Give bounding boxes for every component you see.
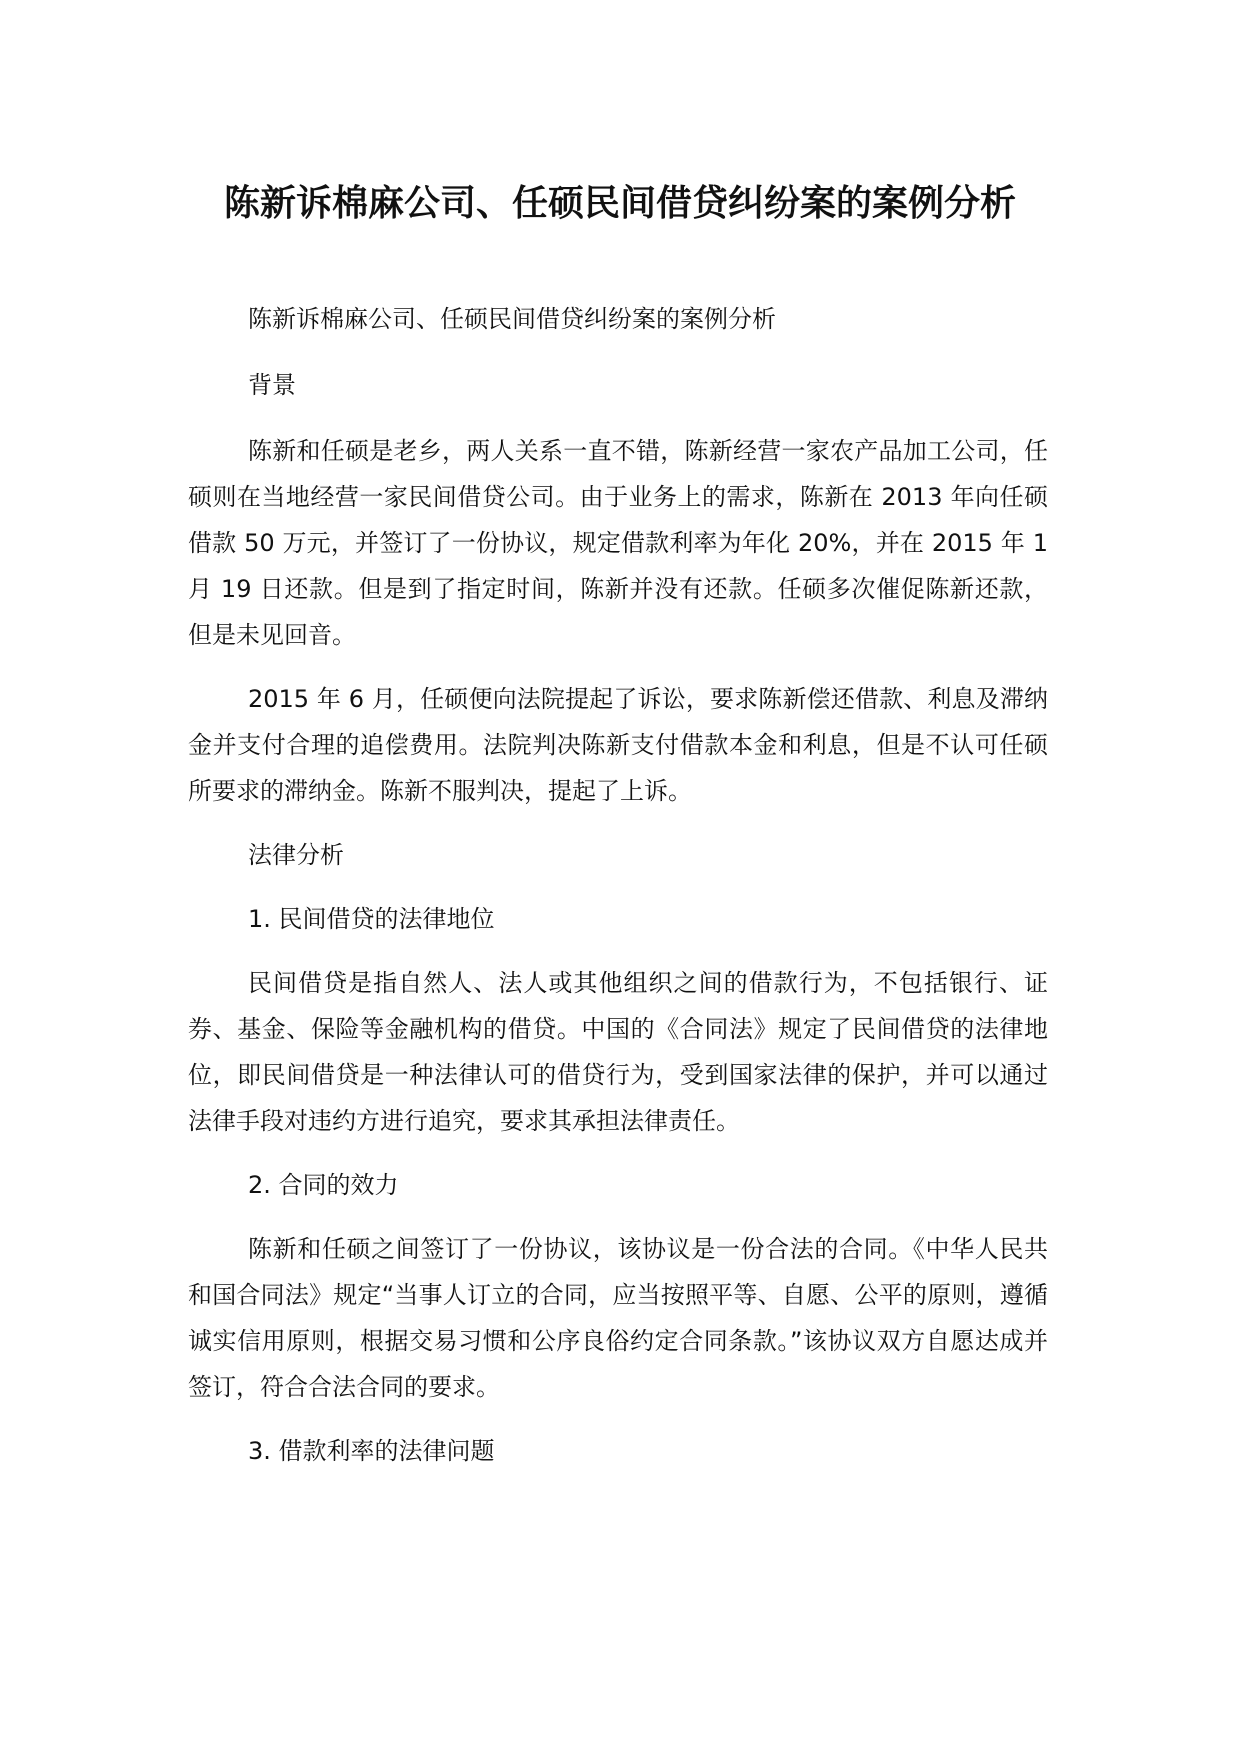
subheading-2: 2. 合同的效力 — [248, 1171, 399, 1199]
background-paragraph-1: 陈新和任硕是老乡，两人关系一直不错，陈新经营一家农产品加工公司，任硕则在当地经营一家民间借贷公司。由于业务上的需求，陈新在 2013 年向任硕借款 50 万元，并签订了一份协议，规定借款利率为年化 20%，并在 2015 年 1 月 19 日还款。但是到了指定时间，陈新并没有还款。任硕多次催促陈新还款，但是未见回音。 — [188, 437, 1048, 649]
subheading-3: 3. 借款利率的法律问题 — [248, 1437, 495, 1465]
analysis-paragraph-2: 陈新和任硕之间签订了一份协议，该协议是一份合法的合同。《中华人民共和国合同法》规定“当事人订立的合同，应当按照平等、自愿、公平的原则，遵循诚实信用原则，根据交易习惯和公序良俗约定合同条款。”该协议双方自愿达成并签订，符合合法合同的要求。 — [188, 1235, 1048, 1401]
document-body — [188, 296, 1048, 1474]
document-title: 陈新诉棉麻公司、任硕民间借贷纠纷案的案例分析 — [223, 183, 1016, 224]
subheading-1: 1. 民间借贷的法律地位 — [248, 905, 495, 933]
background-paragraph-2: 2015 年 6 月，任硕便向法院提起了诉讼，要求陈新偿还借款、利息及滞纳金并支付合理的追偿费用。法院判决陈新支付借款本金和利息，但是不认可任硕所要求的滞纳金。陈新不服判决，提起了上诉。 — [188, 685, 1048, 805]
section-heading-legal-analysis: 法律分析 — [248, 841, 344, 869]
section-heading-background: 背景 — [248, 371, 296, 399]
analysis-paragraph-1: 民间借贷是指自然人、法人或其他组织之间的借款行为，不包括银行、证券、基金、保险等金融机构的借贷。中国的《合同法》规定了民间借贷的法律地位，即民间借贷是一种法律认可的借贷行为，受到国家法律的保护，并可以通过法律手段对违约方进行追究，要求其承担法律责任。 — [188, 969, 1048, 1135]
subtitle-paragraph: 陈新诉棉麻公司、任硕民间借贷纠纷案的案例分析 — [248, 305, 776, 333]
